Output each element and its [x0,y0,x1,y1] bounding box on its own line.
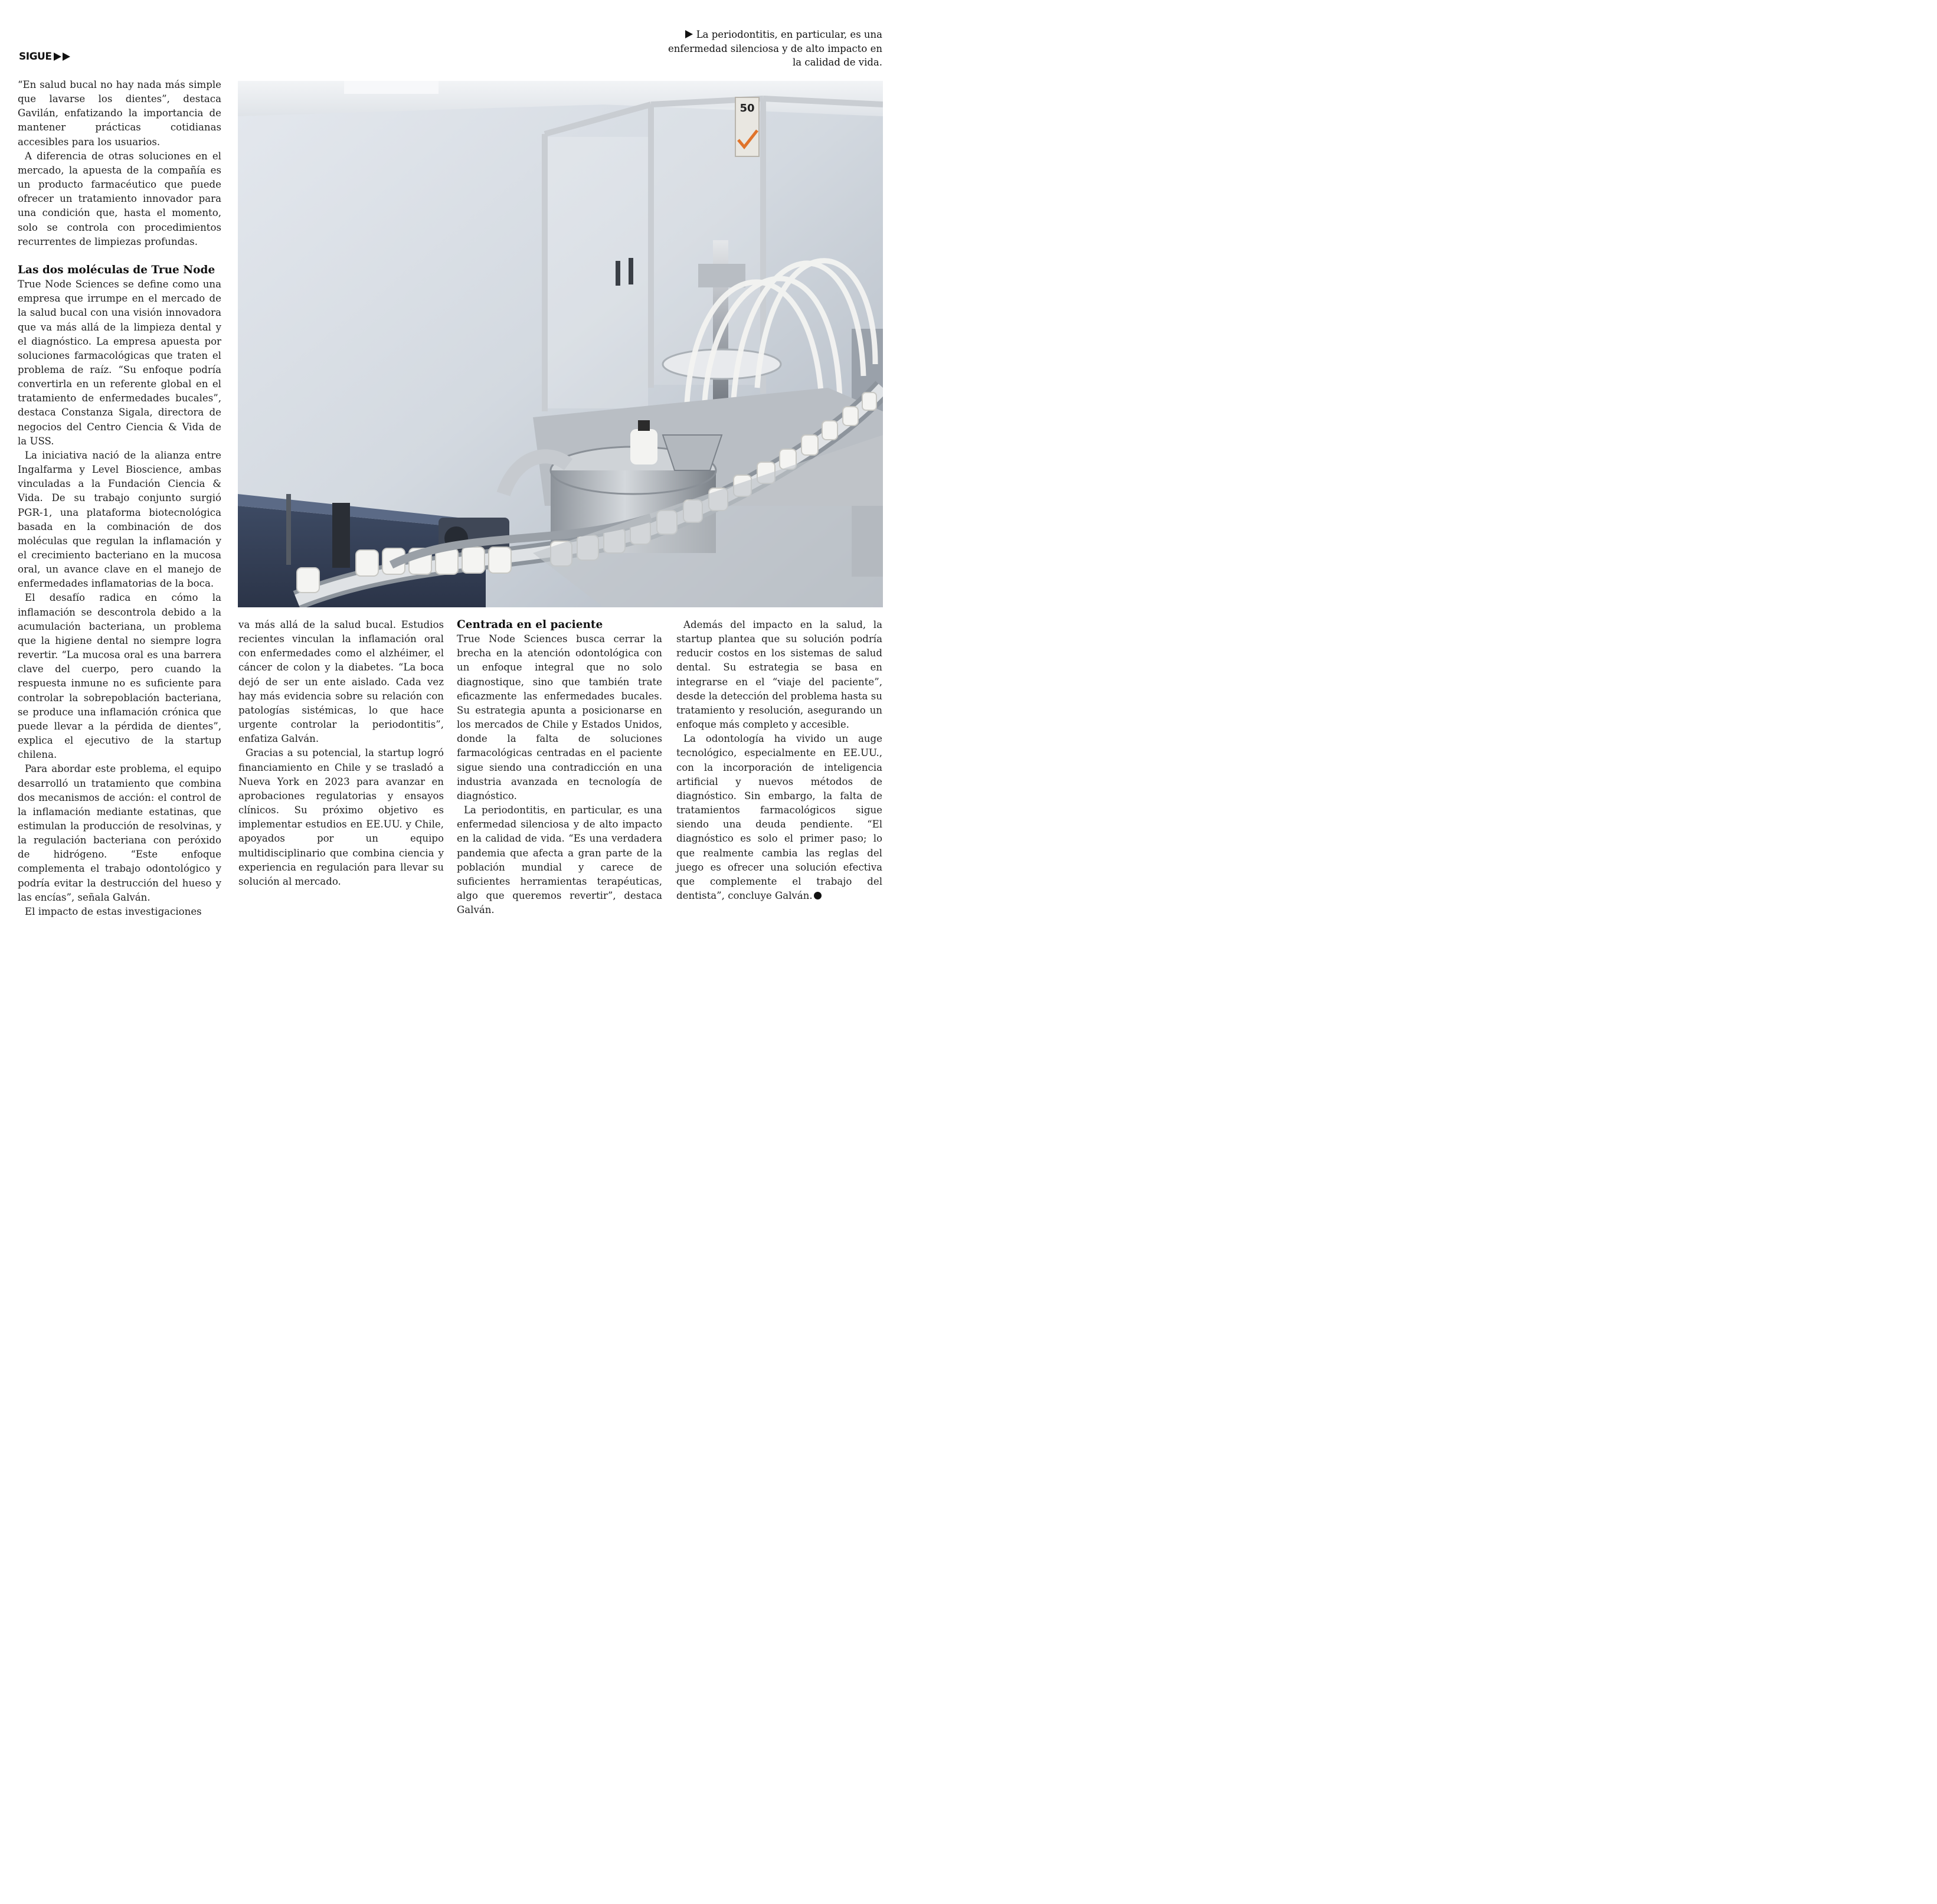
paragraph: Además del impacto en la salud, la startup plantea que su solución podría reducir costos en los sistemas de salud dental. Su estrategia se basa en integrarse en el “viaje del paciente”, desde la detección del problema hasta su tratamiento y resolución, asegurando un enfoque más completo y accesible. [676,619,882,731]
paragraph-text: La odontología ha vivido un auge tecnológico, especialmente en EE.UU., con la incorporación de inteligencia artificial y nuevos métodos de diagnóstico. Sin embargo, la falta de tratamientos farmacológicos sigue siendo una deuda pendiente. “El diagnóstico es solo el primer paso; lo que realmente cambia las reglas del juego es ofrecer una solución efectiva que complemente el trabajo del dentista”, concluye Galván. [676,733,882,901]
paragraph: True Node Sciences se define como una empresa que irrumpe en el mercado de la salud bucal con una visión innovadora que va más allá de la limpieza dental y el diagnóstico. La empresa apuesta por soluciones farmacológicas que traten el problema de raíz. “Su enfoque podría convertirla en un referente global en el tratamiento de enfermedades bucales”, destaca Constanza Sigala, directora de negocios del Centro Ciencia & Vida de la USS. [18,279,221,447]
paragraph: El impacto de estas investigaciones [25,905,202,917]
end-of-article-dot-icon [814,892,822,899]
filling-machine-illustration [238,81,883,607]
article-column-4 [676,618,882,903]
continue-label-text: SIGUE [19,51,52,63]
paragraph: El desafío radica en cómo la inflamación se descontrola debido a la acumulación bacteriana, un problema que la higiene dental no siempre logra revertir. “La mucosa oral es una barrera clave del cuerpo, pero cuando la respuesta inmune no es suficiente para controlar la sobrepoblación bacteriana, se produce una inflamación crónica que puede llevar a la pérdida de dientes”, explica el ejecutivo de la startup chilena. [18,592,221,761]
paragraph: va más allá de la salud bucal. Estudios recientes vinculan la inflamación oral con enfermedades como el alzhéimer, el cáncer de colon y la diabetes. “La boca dejó de ser un ente aislado. Cada vez hay más evidencia sobre su relación con patologías sistémicas, lo que hace urgente controlar la periodontitis”, enfatiza Galván. [238,619,444,745]
paragraph [676,732,882,903]
continue-label [19,51,71,63]
caption-arrow-icon [685,30,693,38]
paragraph: True Node Sciences busca cerrar la brecha en la atención odontológica con un enfoque integral que no solo diagnostique, sino que también trate eficazmente las enfermedades bucales. Su estrategia apunta a posicionarse en los mercados de Chile y Estados Unidos, donde la falta de soluciones farmacológicas centradas en el paciente sigue siendo una contradicción en una industria avanzada en tecnología de diagnóstico. [457,633,662,801]
paragraph: Gracias a su potencial, la startup logró financiamiento en Chile y se trasladó a Nueva York en 2023 para avanzar en aprobaciones regulatorias y ensayos clínicos. Su próximo objetivo es implementar estudios en EE.UU. y Chile, apoyados por un equipo multidisciplinario que combina ciencia y experiencia en regulación para llevar su solución al mercado. [238,747,444,887]
paragraph: La periodontitis, en particular, es una enfermedad silenciosa y de alto impacto en la calidad de vida. “Es una verdadera pandemia que afecta a gran parte de la población mundial y carece de suficientes herramientas terapéuticas, algo que queremos revertir”, destaca Galván. [457,804,662,916]
photo-caption [658,28,882,70]
photo-caption-text: La periodontitis, en particular, es una enfermedad silenciosa y de alto impacto en la calidad de vida. [668,29,882,68]
section-heading: Las dos moléculas de True Node [18,263,215,276]
paragraph: Para abordar este problema, el equipo desarrolló un tratamiento que combina dos mecanismos de acción: el control de la inflamación mediante estatinas, que estimulan la producción de resolvinas, y la regulación bacteriana con peróxido de hidrógeno. “Este enfoque complementa el trabajo odontológico y podría evitar la destrucción del hueso y las encías”, señala Galván. [18,763,221,903]
article-column-3 [457,618,662,917]
section-spacer [18,249,221,263]
paragraph: “En salud bucal no hay nada más simple que lavarse los dientes”, destaca Gavilán, enfatizando la importancia de mantener prácticas cotidianas accesibles para los usuarios. [18,79,221,148]
paragraph: La iniciativa nació de la alianza entre Ingalfarma y Level Bioscience, ambas vinculadas a la Fundación Ciencia & Vida. De su trabajo conjunto surgió PGR-1, una plataforma biotecnológica basada en la combinación de dos moléculas que regulan la inflamación y el crecimiento bacteriano en la mucosa oral, un avance clave en el manejo de enfermedades inflamatorias de la boca. [18,449,221,590]
article-column-2 [238,618,444,889]
article-column-1 [18,78,221,919]
machine-number-label: 50 [740,102,755,114]
article-photo [238,81,883,607]
section-heading: Centrada en el paciente [457,619,603,631]
double-arrow-icon [54,53,71,61]
paragraph: A diferencia de otras soluciones en el mercado, la apuesta de la compañía es un producto farmacéutico que puede ofrecer un tratamiento innovador para una condición que, hasta el momento, solo se controla con procedimientos recurrentes de limpiezas profundas. [18,150,221,247]
